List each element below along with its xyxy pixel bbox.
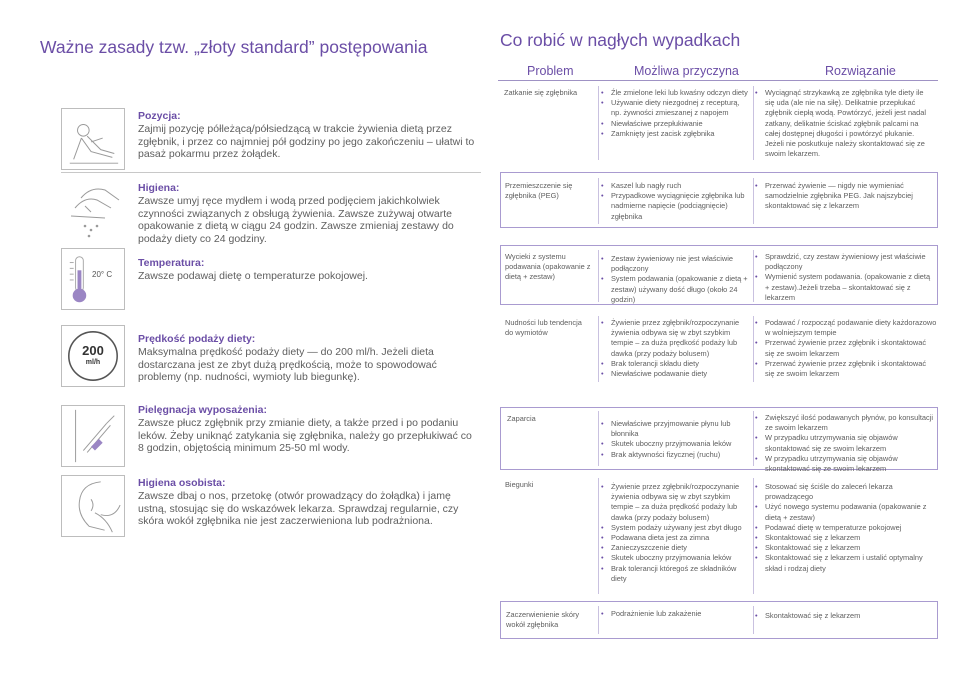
solution-cell (755, 482, 935, 574)
patient-semi-sitting-icon (61, 108, 125, 170)
section-hygiene (138, 182, 478, 246)
cause-item: • Brak tolerancji któregoś ze składników diety (601, 564, 751, 584)
solution-item: • Podawać dietę w temperaturze pokojowej (755, 523, 935, 533)
section-personal-hygiene-body: Zawsze dbaj o nos, przetokę (otwór prowadzący do żołądka) i jamę ustną, stosując się do wskazówek lekarza. Sprawdzaj regularnie, czy skóra wokół zgłębnika nie jest zaczerwieniona lub podrażniona. (138, 489, 459, 528)
page-title-left: Ważne zasady tzw. „złoty standard” postępowania (40, 37, 428, 57)
cause-cell (601, 482, 751, 584)
section-personal-hygiene-heading: Higiena osobista: (138, 477, 226, 489)
solution-cell (755, 413, 935, 474)
solution-item: • Wyciągnąć strzykawką ze zgłębnika tyle diety ile się uda (ale nie na siłę). Delikatnie przepłukać zgłębnik ciepłą wodą. Powtórzyć, jeżeli jest nadal zatkany, delikatnie ściskać zgłębnik palcami na całej dostępnej długości i powtórzyć płukanie. Jeżeli nie poskutkuje należy skontaktować się ze swoim lekarzem. (755, 88, 933, 159)
solution-item: • Zwiększyć ilość podawanych płynów, po konsultacji ze swoim lekarzem (755, 413, 935, 433)
problem-cell: Wycieki z systemu podawania (opakowanie z dietą + zestaw) (505, 252, 591, 282)
cause-item: • Podawana dieta jest za zimna (601, 533, 751, 543)
column-divider (598, 250, 599, 302)
section-position-heading: Pozycja: (138, 110, 181, 122)
cause-item: • Używanie diety niezgodnej z recepturą, np. żywności zmieszanej z napojem (601, 98, 749, 118)
solution-item: • W przypadku utrzymywania się objawów skontaktować się ze swoim lekarzem (755, 433, 935, 453)
cause-cell (601, 609, 751, 619)
section-position (138, 110, 478, 161)
problem-cell: Biegunki (505, 480, 534, 489)
section-position-body: Zajmij pozycję półleżącą/półsiedzącą w trakcie żywienia dietą przez zgłębnik, i przez co najmniej pół godziny po jego zakończeniu – ułatwi to pasaż pokarmu przez żołądek. (138, 122, 475, 161)
section-flow-rate (138, 333, 478, 384)
solution-item: • Wymienić system podawania. (opakowanie z dietą + zestaw).Jeżeli trzeba – skontaktować się z lekarzem (755, 272, 935, 303)
problem-cell: Zaczerwienienie skóry wokół zgłębnika (506, 610, 580, 630)
page-title-right: Co robić w nagłych wypadkach (500, 30, 741, 50)
column-divider (753, 411, 754, 466)
section-hygiene-heading: Higiena: (138, 182, 180, 194)
cause-item: • Zestaw żywieniowy nie jest właściwie podłączony (601, 254, 749, 274)
column-divider (598, 178, 599, 224)
header-rule (498, 80, 938, 81)
column-divider (598, 606, 599, 634)
column-divider (753, 250, 754, 302)
cause-cell (601, 419, 751, 460)
solution-item: • Skontaktować się z lekarzem (755, 543, 935, 553)
column-divider (753, 316, 754, 382)
solution-item: • Przerwać żywienie przez zgłębnik i skontaktować się ze swoim lekarzem (755, 338, 937, 358)
syringe-icon (61, 405, 125, 467)
solution-item: • W przypadku utrzymywania się objawów skontaktować się ze swoim lekarzem (755, 454, 935, 474)
cause-item: • Niewłaściwe podawanie diety (601, 369, 751, 379)
problem-cell: Zatkanie się zgłębnika (504, 88, 578, 97)
section-equipment-care-heading: Pielęgnacja wyposażenia: (138, 404, 267, 416)
cause-item: • Przypadkowe wyciągnięcie zgłębnika lub nadmierne napięcie (podciągnięcie) zgłębnika (601, 191, 749, 222)
column-divider (598, 411, 599, 466)
cause-cell (601, 318, 751, 379)
cause-item: • Kaszel lub nagły ruch (601, 181, 749, 191)
cause-item: • Żywienie przez zgłębnik/rozpoczynanie żywienia odbywa się w zbyt szybkim tempie – za duża prędkość podaży lub dawka (przy podaży bolusem) (601, 318, 751, 359)
section-equipment-care (138, 404, 478, 455)
problem-cell: Przemieszczenie się zgłębnika (PEG) (505, 181, 573, 201)
column-divider (753, 478, 754, 594)
problem-cell: Zaparcia (507, 414, 536, 423)
solution-item: • Skontaktować się z lekarzem (755, 533, 935, 543)
cause-item: • System podaży używany jest zbyt długo (601, 523, 751, 533)
cause-item: • Niewłaściwe przepłukiwanie (601, 119, 749, 129)
column-divider (753, 606, 754, 634)
column-divider (598, 86, 599, 160)
solution-item: • Sprawdzić, czy zestaw żywieniowy jest właściwie podłączony (755, 252, 935, 272)
solution-item: • Przerwać żywienie przez zgłębnik i skontaktować się ze swoim lekarzem (755, 359, 937, 379)
column-divider (598, 316, 599, 382)
cause-item: • Żywienie przez zgłębnik/rozpoczynanie żywienia odbywa się w zbyt szybkim tempie – za duża prędkość podaży lub dawka (przy podaży bolusem) (601, 482, 751, 523)
solution-cell (755, 181, 933, 212)
column-divider (753, 178, 754, 224)
problem-cell: Nudności lub tendencja do wymiotów (505, 318, 582, 338)
cause-item: • Podrażnienie lub zakażenie (601, 609, 751, 619)
solution-item: • Przerwać żywienie — nigdy nie wymieniać samodzielnie zgłębnika PEG. Jak najszybciej skontaktować się z lekarzem (755, 181, 933, 212)
flow-rate-unit: ml/h (85, 359, 101, 366)
solution-item: • Skontaktować się z lekarzem i ustalić optymalny skład i rodzaj diety (755, 553, 935, 573)
column-divider (598, 478, 599, 594)
cause-item: • System podawania (opakowanie z dietą + zestaw) używany dość długo (około 24 godzin) (601, 274, 749, 305)
cause-item: • Brak aktywności fizycznej (ruchu) (601, 450, 751, 460)
hand-washing-icon (61, 178, 125, 240)
solution-cell (755, 252, 935, 303)
cause-item: • Skutek uboczny przyjmowania leków (601, 553, 751, 563)
cause-cell (601, 254, 749, 305)
solution-cell (755, 88, 933, 159)
cause-item: • Źle zmielone leki lub kwaśny odczyn diety (601, 88, 749, 98)
section-temperature-heading: Temperatura: (138, 257, 205, 269)
nasal-tube-face-icon (61, 475, 125, 537)
solution-item: • Skontaktować się z lekarzem (755, 611, 935, 621)
section-flow-rate-heading: Prędkość podaży diety: (138, 333, 256, 345)
solution-cell (755, 611, 935, 621)
section-divider (61, 172, 481, 173)
cause-item: • Zanieczyszczenie diety (601, 543, 751, 553)
cause-cell (601, 88, 749, 139)
cause-cell (601, 181, 749, 222)
solution-item: • Podawać / rozpocząć podawanie diety każdorazowo w wolniejszym tempie (755, 318, 937, 338)
column-header-cause: Możliwa przyczyna (634, 64, 739, 78)
section-hygiene-body: Zawsze umyj ręce mydłem i wodą przed podjęciem jakichkolwiek czynności związanych z obsługą żywienia. Zawsze zużywaj otwarte opakowanie z dietą w ciągu 24 godzin. Zawsze zmieniaj zestawy do podaży diety co 24 godziny. (138, 194, 454, 246)
section-temperature (138, 257, 478, 283)
section-temperature-body: Zawsze podawaj dietę o temperaturze pokojowej. (138, 269, 368, 282)
column-header-problem: Problem (527, 64, 574, 78)
cause-item: • Zamknięty jest zacisk zgłębnika (601, 129, 749, 139)
thermometer-icon (61, 248, 125, 310)
column-divider (753, 86, 754, 160)
cause-item: • Skutek uboczny przyjmowania leków (601, 439, 751, 449)
section-flow-rate-body: Maksymalna prędkość podaży diety — do 200 ml/h. Jeżeli dieta dostarczana jest ze zbyt dużą prędkością, może to spowodować problemy (np. nudności, wymioty lub biegunkę). (138, 345, 437, 384)
solution-item: • Stosować się ściśle do zaleceń lekarza prowadzącego (755, 482, 935, 502)
section-personal-hygiene (138, 477, 478, 528)
cause-item: • Brak tolerancji składu diety (601, 359, 751, 369)
cause-item: • Niewłaściwe przyjmowanie płynu lub błonnika (601, 419, 751, 439)
flow-rate-value: 200 (82, 343, 104, 358)
solution-item: • Użyć nowego systemu podawania (opakowanie z dietą + zestaw) (755, 502, 935, 522)
thermometer-icon-label: 20° C (92, 270, 113, 279)
column-header-solution: Rozwiązanie (825, 64, 896, 78)
solution-cell (755, 318, 937, 379)
section-equipment-care-body: Zawsze płucz zgłębnik przy zmianie diety, a także przed i po podaniu leków. Żeby uniknąć zatykania się zgłębnika, należy go przepłukiwać co 8 godzin, objętością minimum 25-50 ml wody. (138, 416, 472, 455)
